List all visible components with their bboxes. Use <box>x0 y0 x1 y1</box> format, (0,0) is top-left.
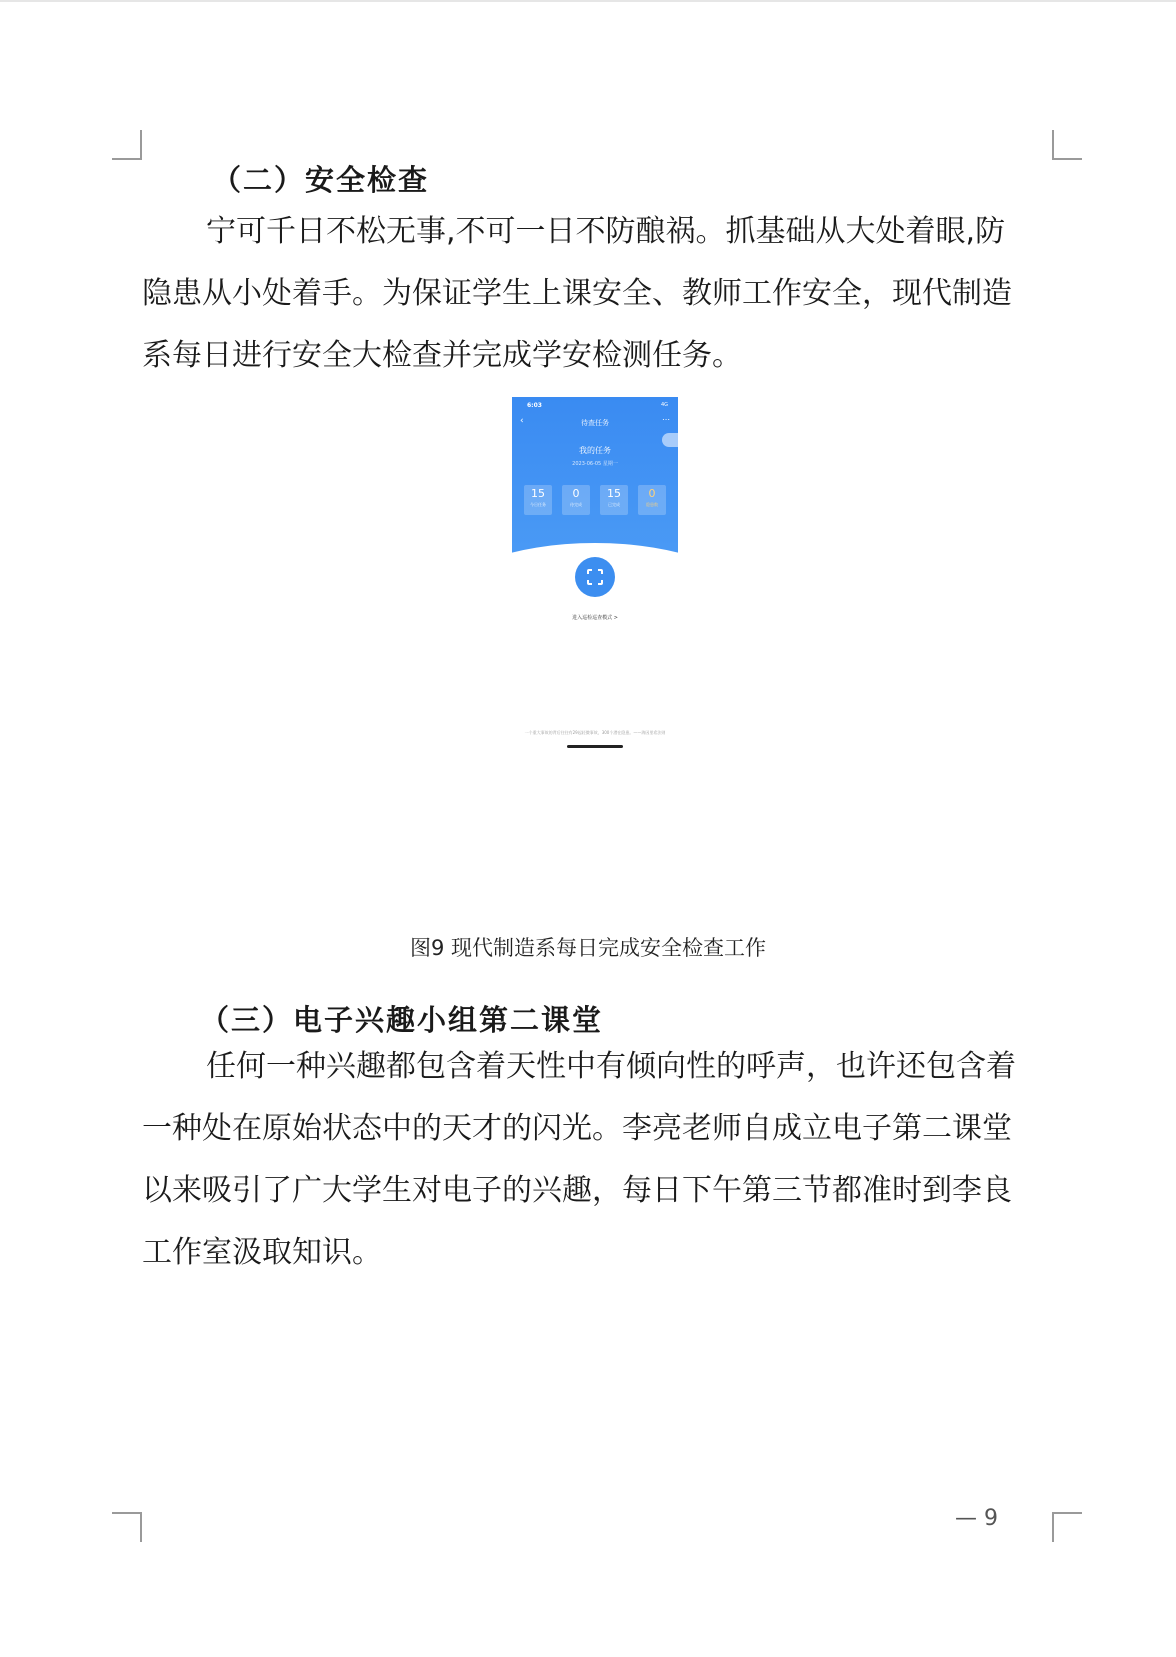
stat-card <box>638 485 666 515</box>
stat-card <box>524 485 552 515</box>
section3-heading: （三）电子兴趣小组第二课堂 <box>200 1003 604 1037</box>
section2-line: 系每日进行安全大检查并完成学安检测任务。 <box>142 338 742 373</box>
crop-mark-bottom-right <box>1052 1512 1082 1542</box>
stat-label: 已完成 <box>608 502 620 507</box>
stat-value: 15 <box>607 487 621 500</box>
task-title: 我的任务 <box>579 446 611 455</box>
stat-card <box>562 485 590 515</box>
phone-title: 待查任务 <box>581 419 609 427</box>
scan-button <box>575 557 615 597</box>
page-number: — 9 <box>955 1506 998 1531</box>
crop-mark-top-right <box>1052 130 1082 160</box>
section2-line: 宁可千日不松无事,不可一日不防酿祸。抓基础从大处着眼,防 <box>206 214 1006 249</box>
stat-value: 0 <box>572 487 580 500</box>
safety-quote: 一个重大事故的背后往往有29起轻微事故，300个潜在隐患。——海因里希法则 <box>524 730 666 735</box>
stat-card <box>600 485 628 515</box>
section3-line: 一种处在原始状态中的天才的闪光。李亮老师自成立电子第二课堂 <box>142 1111 1012 1146</box>
more-icon: ⋯ <box>662 415 670 424</box>
phone-screenshot <box>512 397 678 751</box>
section2-line: 隐患从小处着手。为保证学生上课安全、教师工作安全，现代制造 <box>142 276 1012 311</box>
task-date: 2023-06-05 星期一 <box>572 461 618 467</box>
section3-paragraph <box>142 1036 1052 1284</box>
page-top-border <box>0 0 1176 2</box>
home-indicator <box>567 745 623 748</box>
back-icon: ‹ <box>520 416 524 426</box>
section2-paragraph <box>142 201 1052 387</box>
stat-value: 0 <box>648 487 656 500</box>
section3-line: 任何一种兴趣都包含着天性中有倾向性的呼声，也许还包含着 <box>206 1049 1016 1084</box>
stat-label: 今日任务 <box>530 502 546 507</box>
stat-label: 隐患数 <box>646 502 658 507</box>
section2-heading: （二）安全检查 <box>212 163 430 197</box>
status-time: 6:03 <box>527 402 542 409</box>
crop-mark-top-left <box>112 130 142 160</box>
crop-mark-bottom-left <box>112 1512 142 1542</box>
figure-caption: 图9 现代制造系每日完成安全检查工作 <box>409 936 767 960</box>
enter-inspection-link: 进入巡检巡查模式 > <box>572 615 618 621</box>
stat-label: 待完成 <box>570 502 582 507</box>
section3-line: 工作室汲取知识。 <box>142 1235 382 1270</box>
section3-line: 以来吸引了广大学生对电子的兴趣，每日下午第三节都准时到李良 <box>142 1173 1012 1208</box>
signal-battery-icon: 4G <box>660 402 668 408</box>
stat-value: 15 <box>531 487 545 500</box>
